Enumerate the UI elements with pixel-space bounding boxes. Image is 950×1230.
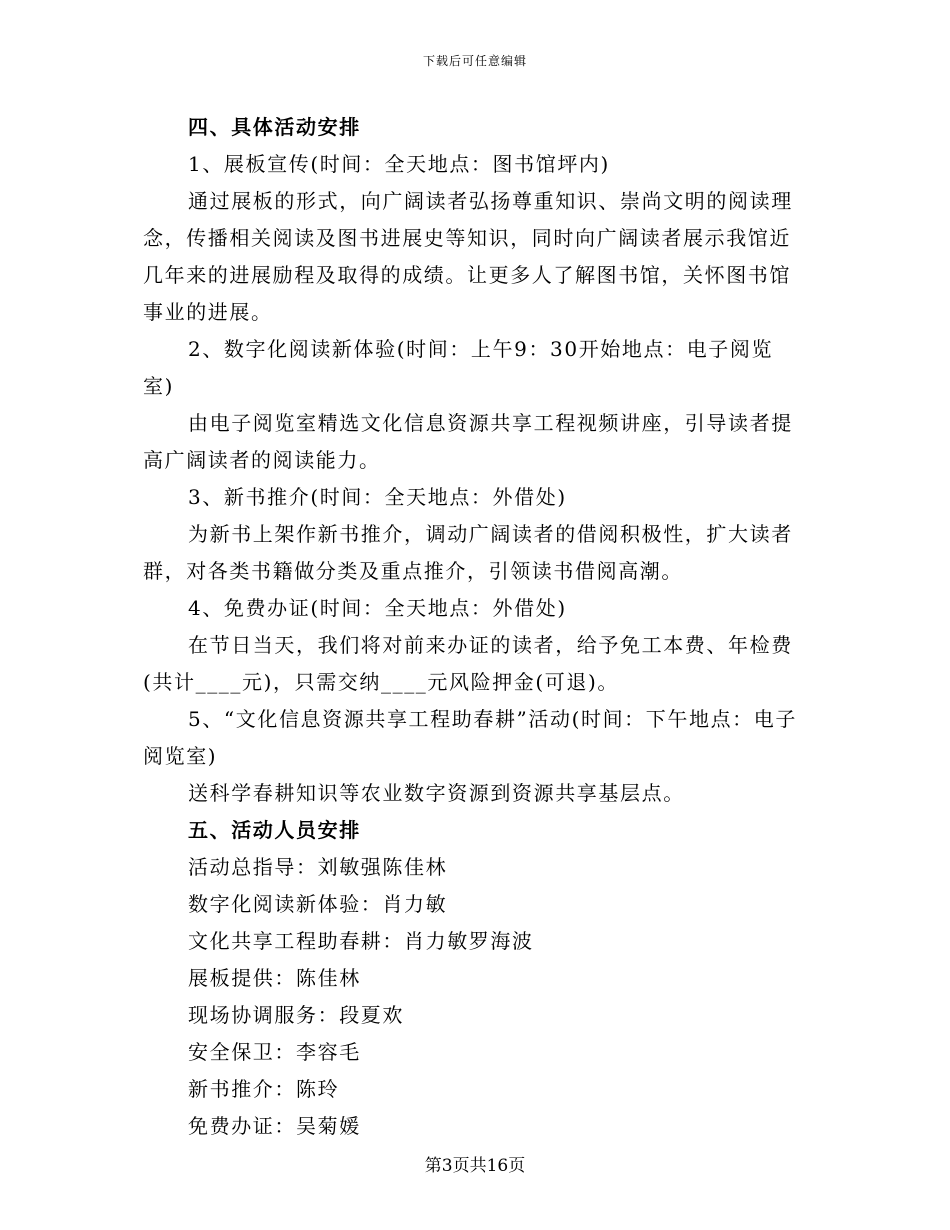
item-body-new-books: 为新书上架作新书推介，调动广阔读者的借阅积极性，扩大读者群，对各类书籍做分类及重点推介，引领读书借阅高潮。 <box>143 522 793 583</box>
staff-line: 现场协调服务：段夏欢 <box>188 1003 404 1027</box>
page-number-footer: 第3页共16页 <box>424 1156 526 1176</box>
staff-line: 文化共享工程助春耕：肖力敏罗海波 <box>188 929 534 953</box>
staff-line: 数字化阅读新体验：肖力敏 <box>188 892 448 916</box>
staff-line: 免费办证：吴菊媛 <box>188 1114 361 1138</box>
item-heading-free-card: 4、免费办证(时间：全天地点：外借处) <box>188 596 567 620</box>
staff-line: 安全保卫：李容毛 <box>188 1040 361 1064</box>
document-body <box>143 109 803 1145</box>
section-title-activity-schedule: 四、具体活动安排 <box>188 115 361 139</box>
staff-line: 新书推介：陈玲 <box>188 1077 340 1101</box>
item-heading-spring-farming: 5、“文化信息资源共享工程助春耕”活动(时间：下午地点：电子阅览室) <box>143 707 797 768</box>
section-title-staff: 五、活动人员安排 <box>188 818 361 842</box>
staff-line: 展板提供：陈佳林 <box>188 966 361 990</box>
item-body-spring-farming: 送科学春耕知识等农业数字资源到资源共享基层点。 <box>188 781 685 805</box>
staff-line: 活动总指导：刘敏强陈佳林 <box>188 855 448 879</box>
item-heading-exhibition: 1、展板宣传(时间：全天地点：图书馆坪内) <box>188 152 610 176</box>
item-body-exhibition: 通过展板的形式，向广阔读者弘扬尊重知识、崇尚文明的阅读理念，传播相关阅读及图书进展史等知识，同时向广阔读者展示我馆近几年来的进展励程及取得的成绩。让更多人了解图书馆，关怀图书馆事业的进展。 <box>143 189 793 324</box>
item-heading-new-books: 3、新书推介(时间：全天地点：外借处) <box>188 485 567 509</box>
item-heading-digital-reading: 2、数字化阅读新体验(时间：上午9：30开始地点：电子阅览室) <box>143 337 774 398</box>
item-body-digital-reading: 由电子阅览室精选文化信息资源共享工程视频讲座，引导读者提高广阔读者的阅读能力。 <box>143 411 793 472</box>
page-header-note: 下载后可任意编辑 <box>422 54 527 68</box>
item-body-free-card: 在节日当天，我们将对前来办证的读者，给予免工本费、年检费(共计____元)，只需交纳____元风险押金(可退)。 <box>143 633 793 694</box>
